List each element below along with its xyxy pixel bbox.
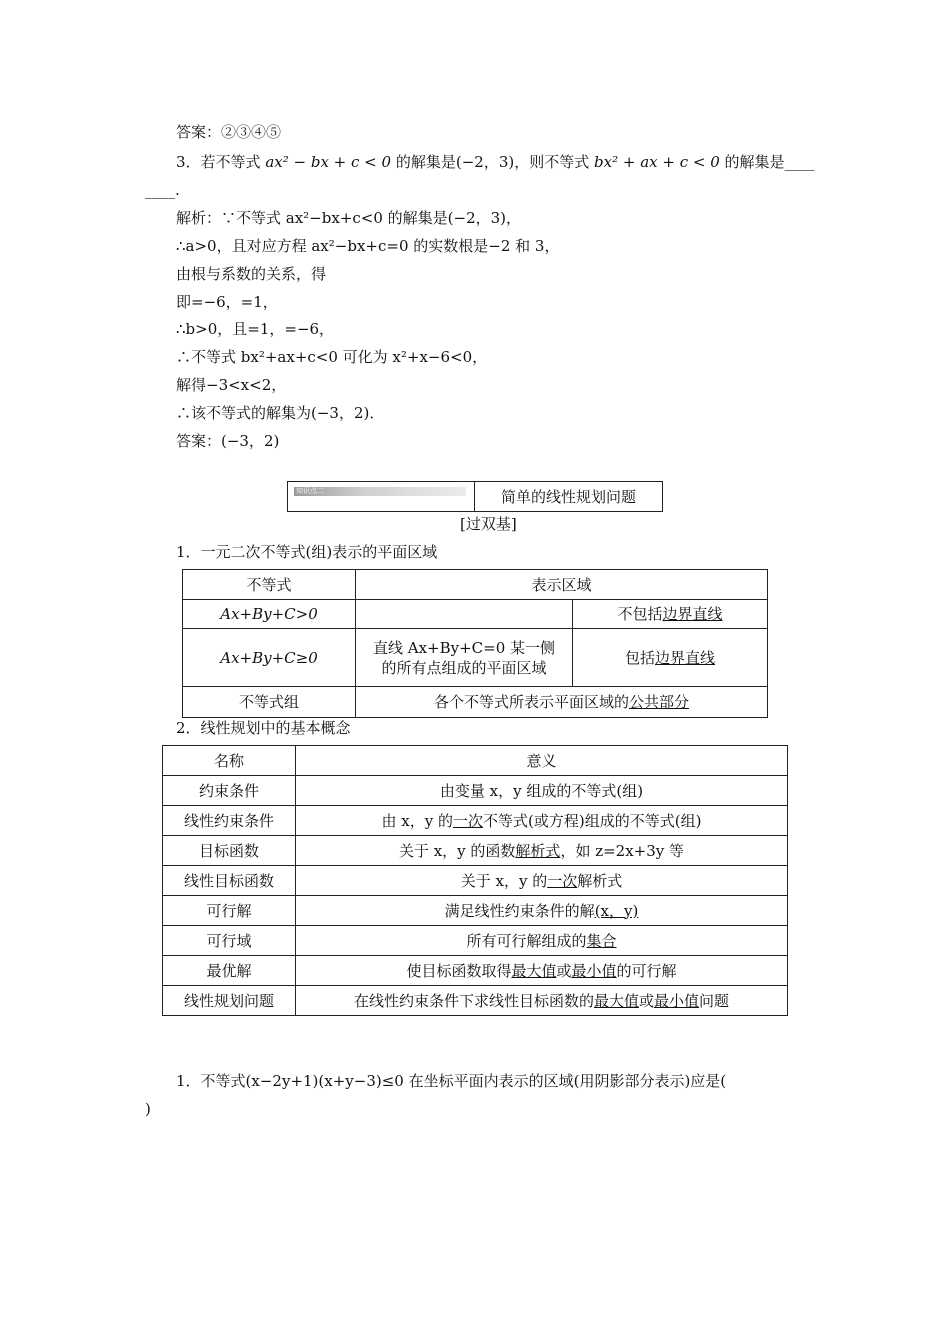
solution-line-4: 即=−6，=1， — [176, 293, 278, 311]
meaning-key-term: (x，y) — [594, 901, 639, 920]
exercise-line-2: ) — [145, 1100, 151, 1118]
solution-line-3: 由根与系数的关系，得 — [176, 265, 327, 283]
table1-r2-boundary — [573, 629, 768, 687]
table1-col2-header: 表示区域 — [356, 570, 768, 600]
table1-r1-inequality: Ax+By+C>0 — [183, 600, 356, 629]
plane-region-table — [182, 569, 768, 718]
solution-line-7: 解得−3<x<2， — [176, 376, 287, 394]
section-tag-badge — [294, 487, 466, 496]
concept-meaning — [296, 866, 788, 896]
concept-name: 线性约束条件 — [163, 806, 296, 836]
table-row — [183, 600, 768, 629]
meaning-key-term: 最小值 — [571, 961, 617, 980]
meaning-text: 由 x，y 的 — [381, 811, 454, 830]
region-prefix: 各个不等式所表示平面区域的 — [433, 693, 629, 711]
table2-col1-header: 名称 — [163, 746, 296, 776]
solution-line-8: ∴该不等式的解集为(−3，2)． — [176, 404, 385, 422]
table-row — [183, 687, 768, 718]
section-header — [287, 481, 663, 512]
section-title: 简单的线性规划问题 — [500, 488, 636, 506]
meaning-key-term: 集合 — [586, 931, 617, 950]
concept-meaning — [296, 956, 788, 986]
table-row — [183, 570, 768, 600]
table-row — [163, 806, 788, 836]
concept-meaning — [296, 926, 788, 956]
concept-name: 最优解 — [163, 956, 296, 986]
solution-line-6: ∴不等式 bx²+ax+c<0 可化为 x²+x−6<0， — [176, 348, 488, 366]
q3-prefix: 3．若不等式 — [176, 153, 261, 171]
q3-continuation: ____. — [145, 181, 180, 199]
concept-meaning — [296, 896, 788, 926]
concept-meaning — [296, 836, 788, 866]
table-row — [163, 776, 788, 806]
table-row — [163, 956, 788, 986]
section-tag-cell — [288, 482, 475, 511]
table2-heading: 2．线性规划中的基本概念 — [176, 719, 351, 737]
table1-r1-boundary — [573, 600, 768, 629]
concept-name: 线性目标函数 — [163, 866, 296, 896]
q3-inequality-1: ax² − bx + c < 0 — [265, 153, 392, 171]
table1-col1-header: 不等式 — [183, 570, 356, 600]
meaning-text: ，如 z=2x+3y 等 — [560, 841, 685, 860]
table-row — [163, 926, 788, 956]
solution-line-5: ∴b>0，且=1，=−6， — [176, 320, 335, 338]
meaning-text: 关于 x，y 的 — [460, 871, 548, 890]
table2-col2-header: 意义 — [296, 746, 788, 776]
meaning-text: 满足线性约束条件的解 — [444, 901, 595, 920]
meaning-key-term: 最大值 — [511, 961, 557, 980]
table-row — [163, 986, 788, 1016]
table-row — [163, 746, 788, 776]
meaning-text: 解析式 — [577, 871, 623, 890]
region-term: 公共部分 — [629, 693, 690, 711]
meaning-key-term: 解析式 — [515, 841, 561, 860]
concept-meaning — [296, 806, 788, 836]
table-row — [163, 866, 788, 896]
q3-mid: 的解集是(−2，3)，则不等式 — [395, 153, 590, 171]
concept-name: 可行域 — [163, 926, 296, 956]
meaning-key-term: 一次 — [547, 871, 578, 890]
meaning-text: 使目标函数取得 — [406, 961, 512, 980]
meaning-text: 问题 — [699, 991, 730, 1010]
q3-inequality-2: bx² + ax + c < 0 — [594, 153, 720, 171]
concept-name: 目标函数 — [163, 836, 296, 866]
answer-line: 答案：②③④⑤ — [176, 123, 282, 141]
meaning-text: 所有可行解组成的 — [466, 931, 587, 950]
region-text-2: 的所有点组成的平面区域 — [381, 658, 547, 677]
table1-r2-region — [356, 629, 573, 687]
section-subtitle: [过双基] — [460, 515, 517, 533]
linear-programming-table — [162, 745, 788, 1016]
meaning-text: 或 — [556, 961, 572, 980]
concept-name: 约束条件 — [163, 776, 296, 806]
meaning-text: 由变量 x，y 组成的不等式(组) — [439, 781, 644, 800]
table-row — [163, 896, 788, 926]
region-text-1: 直线 Ax+By+C=0 某一侧 — [372, 638, 556, 657]
q3-suffix: 的解集是____ — [724, 153, 815, 171]
concept-name: 线性规划问题 — [163, 986, 296, 1016]
table1-r1-region — [356, 600, 573, 629]
question-3 — [176, 152, 815, 172]
meaning-text: 在线性约束条件下求线性目标函数的 — [353, 991, 594, 1010]
meaning-text: 或 — [638, 991, 654, 1010]
table1-r3-inequality: 不等式组 — [183, 687, 356, 718]
solution-line-2: ∴a>0，且对应方程 ax²−bx+c=0 的实数根是−2 和 3， — [176, 237, 560, 255]
table-row — [183, 629, 768, 687]
exercise-line-1: 1．不等式(x−2y+1)(x+y−3)≤0 在坐标平面内表示的区域(用阴影部分表示)应是( — [176, 1072, 727, 1090]
table-row — [163, 836, 788, 866]
solution-answer: 答案：(−3，2) — [176, 432, 280, 450]
meaning-key-term: 最大值 — [593, 991, 639, 1010]
meaning-text: 不等式(或方程)组成的不等式(组) — [483, 811, 702, 830]
boundary-prefix: 包括 — [624, 648, 655, 667]
meaning-key-term: 一次 — [453, 811, 484, 830]
meaning-text: 关于 x，y 的函数 — [398, 841, 516, 860]
table1-r3-region — [356, 687, 768, 718]
section-tag-label: 知识点二 — [296, 487, 324, 495]
concept-meaning — [296, 776, 788, 806]
boundary-prefix: 不包括 — [617, 605, 663, 623]
boundary-term: 边界直线 — [662, 605, 723, 623]
concept-name: 可行解 — [163, 896, 296, 926]
solution-line-1: 解析：∵不等式 ax²−bx+c<0 的解集是(−2，3)， — [176, 209, 522, 227]
meaning-key-term: 最小值 — [654, 991, 700, 1010]
boundary-term: 边界直线 — [655, 648, 716, 667]
table1-r2-inequality: Ax+By+C≥0 — [183, 629, 356, 687]
table1-heading: 1．一元二次不等式(组)表示的平面区域 — [176, 543, 438, 561]
meaning-text: 的可行解 — [616, 961, 677, 980]
concept-meaning — [296, 986, 788, 1016]
